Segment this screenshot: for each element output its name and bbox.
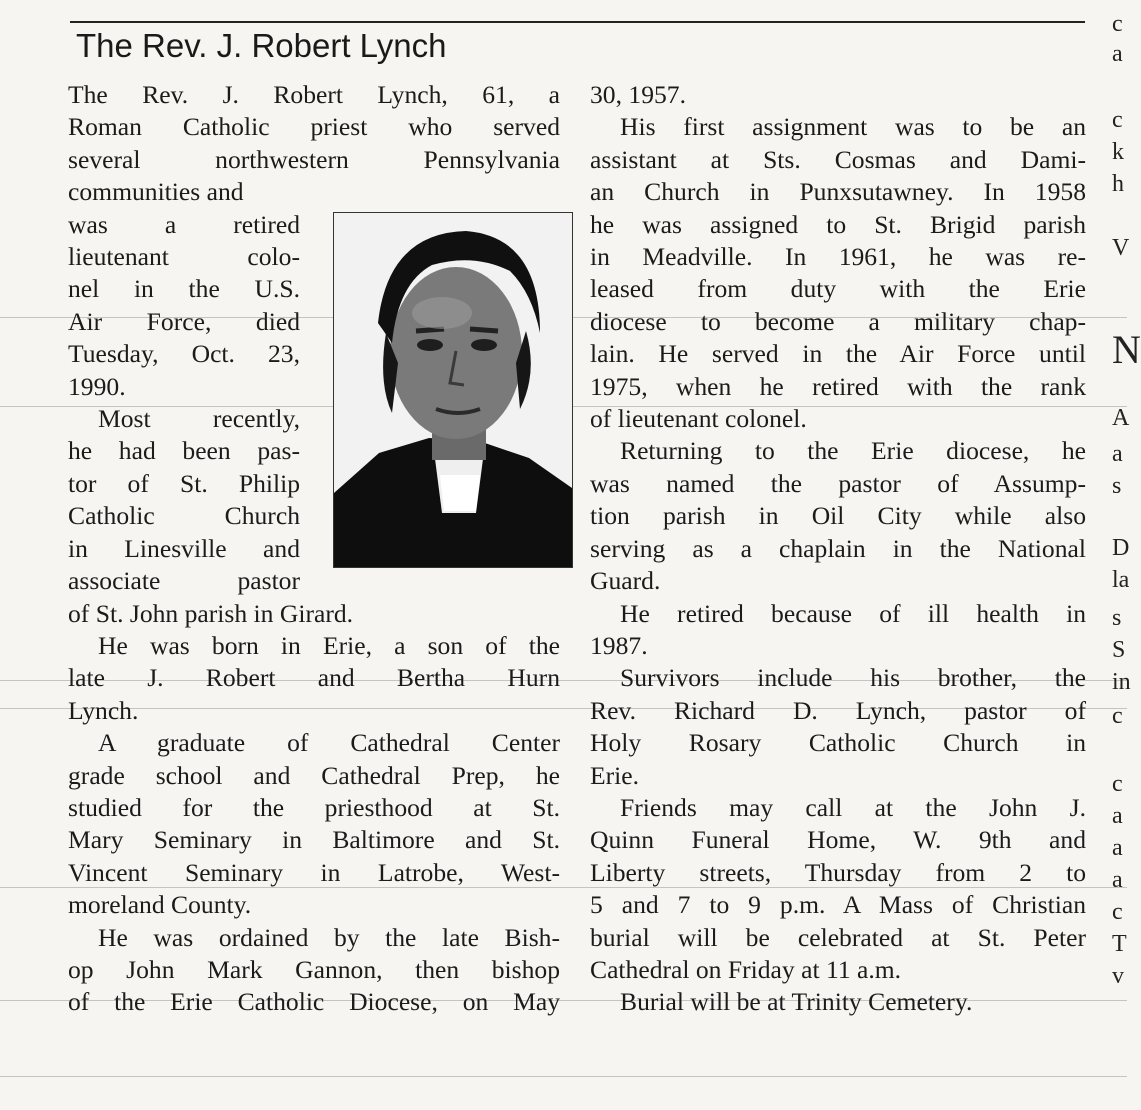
text-line: an Church in Punxsutawney. In 1958 bbox=[590, 177, 1086, 207]
text-line: late J. Robert and Bertha Hurn bbox=[68, 663, 560, 693]
edge-letter: N bbox=[1112, 327, 1141, 372]
edge-letter: s bbox=[1112, 605, 1122, 631]
text-line: he had been pas- bbox=[68, 436, 300, 466]
text-line: 1975, when he retired with the rank bbox=[590, 371, 1086, 401]
text-line: burial will be celebrated at St. Peter bbox=[590, 922, 1086, 952]
text-line: several northwestern Pennsylvania bbox=[68, 144, 560, 174]
edge-letter: v bbox=[1112, 963, 1124, 989]
text-line: 30, 1957. bbox=[590, 80, 686, 109]
text-line: Roman Catholic priest who served bbox=[68, 112, 560, 142]
edge-letter: A bbox=[1112, 405, 1130, 431]
adjacent-column-fragment bbox=[1102, 0, 1141, 1110]
text-line: He was born in Erie, a son of the bbox=[98, 630, 560, 660]
text-line: Returning to the Erie diocese, he bbox=[620, 436, 1086, 466]
text-line: Guard. bbox=[590, 566, 661, 596]
edge-letter: a bbox=[1112, 835, 1123, 861]
text-line: Holy Rosary Catholic Church in bbox=[590, 728, 1086, 758]
text-line: The Rev. J. Robert Lynch, 61, a bbox=[68, 80, 560, 109]
article-column-2 bbox=[590, 79, 1086, 1019]
edge-letter: a bbox=[1112, 803, 1123, 829]
text-line: moreland County. bbox=[68, 890, 252, 920]
text-line: was named the pastor of Assump- bbox=[590, 468, 1086, 498]
edge-letter: c bbox=[1112, 107, 1123, 133]
text-line: Friends may call at the John J. bbox=[620, 792, 1086, 822]
text-line: was a retired bbox=[68, 209, 300, 239]
text-line: Erie. bbox=[590, 760, 640, 790]
edge-letter: k bbox=[1112, 139, 1124, 165]
text-line: He was ordained by the late Bish- bbox=[98, 922, 560, 952]
text-line: of lieutenant colonel. bbox=[590, 404, 807, 434]
edge-letter: c bbox=[1112, 771, 1123, 797]
text-line: 5 and 7 to 9 p.m. A Mass of Christian bbox=[590, 890, 1086, 920]
text-line: A graduate of Cathedral Center bbox=[98, 728, 560, 758]
text-line: associate pastor bbox=[68, 566, 300, 596]
text-line: assistant at Sts. Cosmas and Dami- bbox=[590, 144, 1086, 174]
text-line: Tuesday, Oct. 23, bbox=[68, 339, 300, 369]
edge-letter: in bbox=[1112, 669, 1131, 695]
text-line: tion parish in Oil City while also bbox=[590, 501, 1086, 531]
text-line: Mary Seminary in Baltimore and St. bbox=[68, 825, 560, 855]
edge-letter: c bbox=[1112, 11, 1123, 37]
edge-letter: h bbox=[1112, 171, 1124, 197]
text-line: nel in the U.S. bbox=[68, 274, 300, 304]
text-line: 1987. bbox=[590, 630, 648, 660]
edge-letter: a bbox=[1112, 41, 1123, 67]
edge-letter: c bbox=[1112, 703, 1123, 729]
text-line: op John Mark Gannon, then bishop bbox=[68, 954, 560, 984]
edge-letter: a bbox=[1112, 441, 1123, 467]
edge-letter: c bbox=[1112, 899, 1123, 925]
text-line: Most recently, bbox=[98, 404, 300, 434]
scan-artifact-line bbox=[0, 1076, 1127, 1077]
text-line: Survivors include his brother, the bbox=[620, 663, 1086, 693]
text-line: Cathedral on Friday at 11 a.m. bbox=[590, 954, 902, 984]
edge-letter: s bbox=[1112, 473, 1122, 499]
edge-letter: V bbox=[1112, 235, 1130, 261]
headline: The Rev. J. Robert Lynch bbox=[76, 27, 447, 64]
text-line: tor of St. Philip bbox=[68, 468, 300, 498]
edge-letter: la bbox=[1112, 567, 1130, 593]
text-line: lieutenant colo- bbox=[68, 242, 300, 272]
text-line: communities and bbox=[68, 177, 244, 207]
portrait-illustration bbox=[334, 213, 572, 567]
text-line: studied for the priesthood at St. bbox=[68, 792, 560, 822]
text-line: 1990. bbox=[68, 371, 126, 401]
headline-rule bbox=[70, 21, 1085, 23]
text-line: lain. He served in the Air Force until bbox=[590, 339, 1086, 369]
text-line: Burial will be at Trinity Cemetery. bbox=[620, 987, 973, 1017]
edge-letter: S bbox=[1112, 637, 1126, 663]
text-line: He retired because of ill health in bbox=[620, 598, 1086, 628]
text-line: he was assigned to St. Brigid parish bbox=[590, 209, 1086, 239]
text-line: in Linesville and bbox=[68, 533, 300, 563]
text-line: in Meadville. In 1961, he was re- bbox=[590, 242, 1086, 272]
text-line: His first assignment was to be an bbox=[620, 112, 1086, 142]
edge-letter: T bbox=[1112, 931, 1127, 957]
edge-letter: a bbox=[1112, 867, 1123, 893]
text-line: Air Force, died bbox=[68, 306, 300, 336]
text-line: leased from duty with the Erie bbox=[590, 274, 1086, 304]
text-line: Quinn Funeral Home, W. 9th and bbox=[590, 825, 1086, 855]
text-line: of St. John parish in Girard. bbox=[68, 598, 354, 628]
text-line: Rev. Richard D. Lynch, pastor of bbox=[590, 695, 1086, 725]
text-line: Lynch. bbox=[68, 695, 139, 725]
portrait-photo bbox=[333, 212, 573, 568]
text-line: Vincent Seminary in Latrobe, West- bbox=[68, 857, 560, 887]
text-line: Liberty streets, Thursday from 2 to bbox=[590, 857, 1086, 887]
text-line: of the Erie Catholic Diocese, on May bbox=[68, 987, 560, 1017]
edge-letter: D bbox=[1112, 535, 1130, 561]
text-line: diocese to become a military chap- bbox=[590, 306, 1086, 336]
text-line: grade school and Cathedral Prep, he bbox=[68, 760, 560, 790]
text-line: Catholic Church bbox=[68, 501, 300, 531]
text-line: serving as a chaplain in the National bbox=[590, 533, 1086, 563]
